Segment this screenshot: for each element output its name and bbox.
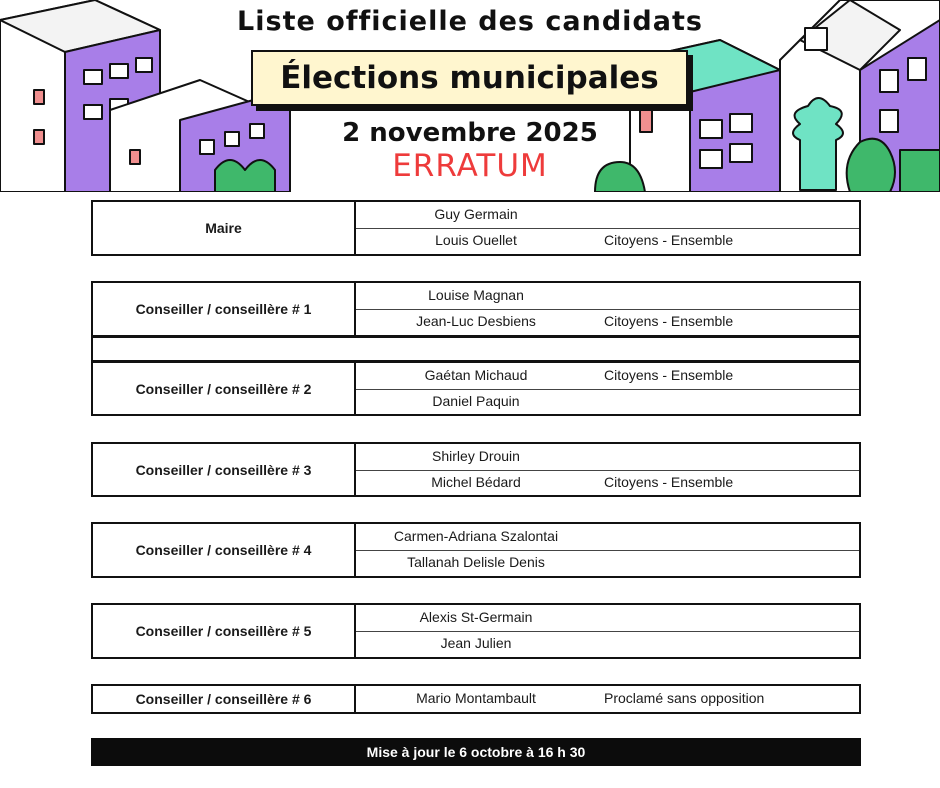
candidate-name: Michel Bédard <box>431 474 521 490</box>
party-label: Citoyens - Ensemble <box>604 313 734 329</box>
party-label: Citoyens - Ensemble <box>604 367 734 383</box>
table-maire <box>91 200 861 256</box>
table-row <box>356 605 859 632</box>
table-row <box>356 444 859 471</box>
election-title: Élections municipales <box>280 60 659 96</box>
table-conseiller-2 <box>91 361 861 416</box>
empty-row <box>91 336 861 362</box>
candidate-name: Guy Germain <box>434 206 518 222</box>
table-conseiller-3 <box>91 442 861 497</box>
table-row <box>356 550 859 576</box>
update-text: Mise à jour le 6 octobre à 16 h 30 <box>366 744 586 760</box>
table-conseiller-5 <box>91 603 861 659</box>
update-banner <box>91 738 861 766</box>
candidate-name: Shirley Drouin <box>432 448 520 464</box>
role-label: Conseiller / conseillère # 3 <box>93 444 356 495</box>
table-row <box>356 309 859 335</box>
candidate-name: Louis Ouellet <box>435 232 517 248</box>
party-label: Citoyens - Ensemble <box>604 474 734 490</box>
party-label: Citoyens - Ensemble <box>604 232 734 248</box>
table-row <box>356 631 859 657</box>
table-row <box>356 524 859 551</box>
candidate-name: Jean-Luc Desbiens <box>416 313 536 329</box>
role-label: Conseiller / conseillère # 2 <box>93 363 356 414</box>
candidate-name: Mario Montambault <box>416 690 536 706</box>
table-conseiller-1 <box>91 281 861 337</box>
table-row <box>356 470 859 496</box>
table-row <box>356 283 859 310</box>
candidate-name: Daniel Paquin <box>432 393 520 409</box>
table-conseiller-4 <box>91 522 861 578</box>
table-row <box>356 202 859 229</box>
page-title: Liste officielle des candidats <box>237 6 703 37</box>
candidate-name: Tallanah Delisle Denis <box>407 554 545 570</box>
role-label: Conseiller / conseillère # 1 <box>93 283 356 335</box>
election-title-box <box>251 50 688 106</box>
role-label: Conseiller / conseillère # 6 <box>93 686 356 712</box>
table-row <box>356 228 859 254</box>
header-banner <box>0 0 940 192</box>
table-row <box>356 389 859 415</box>
candidate-name: Carmen-Adriana Szalontai <box>393 528 559 544</box>
role-label: Conseiller / conseillère # 4 <box>93 524 356 576</box>
erratum-label: ERRATUM <box>392 148 548 184</box>
table-row <box>356 686 859 712</box>
candidate-name: Alexis St-Germain <box>419 609 533 625</box>
party-label: Proclamé sans opposition <box>604 690 765 706</box>
role-label: Conseiller / conseillère # 5 <box>93 605 356 657</box>
table-row <box>356 363 859 390</box>
election-date: 2 novembre 2025 <box>342 118 598 148</box>
candidate-name: Jean Julien <box>440 635 512 651</box>
candidate-name: Louise Magnan <box>428 287 524 303</box>
role-label: Maire <box>93 202 356 254</box>
table-conseiller-6 <box>91 684 861 714</box>
candidate-name: Gaétan Michaud <box>424 367 528 383</box>
